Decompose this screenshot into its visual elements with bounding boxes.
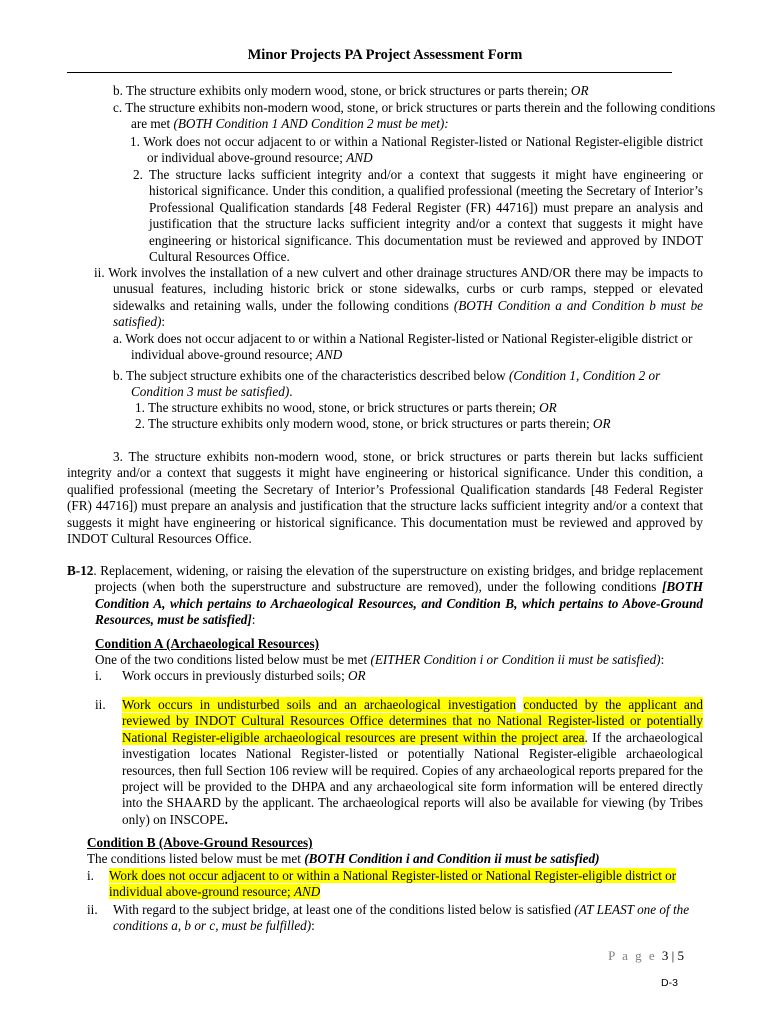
item-c-text: c. The structure exhibits non-modern wood, stone, or brick structures or parts therein and the following conditions are met (BOTH Condition 1 AND Condition 2 must be met): bbox=[113, 100, 716, 132]
paragraph-3: 3. The structure exhibits non-modern wood, stone, or brick structures or parts therein but lacks sufficient integrity and/or a context that suggests it might have engineering or historical significance. Under this condition, a qualified professional (meeting the Secretary of Interior’s Professional Qualification standards [48 Federal Register (FR) 44716]) must prepare an analysis and justification that the structure lacks sufficient integrity and/or a context that suggests it might have engineering or historical significance. This documentation must be reviewed and approved by INDOT Cultural Resources Office. bbox=[67, 449, 703, 547]
condition-b-i: Work does not occur adjacent to or within a National Register-listed or National Register-eligible district or individual above-ground resource; AND bbox=[109, 868, 677, 900]
condition-b-ii-num: ii. bbox=[87, 902, 98, 917]
document-code: D-3 bbox=[661, 977, 678, 989]
condition-a-ii: Work occurs in undisturbed soils and an archaeological investigation conducted by the applicant and reviewed by INDOT Cultural Resources Office determines that no National Register-listed or potentially National Register-eligible archaeological resources are present within the project area. If the archaeological investigation locates National Register-listed or potentially National Register-eligible archaeological resources, then full Section 106 review will be required. Copies of any archaeological reports prepared for the project will be provided to the DHPA and any archaeological site form information will be entered directly into the SHAARD by the applicant. The archaeological reports will also be available for viewing (by Tribes only) on INSCOPE. bbox=[122, 697, 704, 827]
condition-b-ii: With regard to the subject bridge, at least one of the conditions listed below is satisfied (AT LEAST one of the conditions a, b or c, must be fulfilled): bbox=[113, 902, 690, 934]
section-b12: B-12. Replacement, widening, or raising the elevation of the superstructure on existing bridges, and bridge replacement projects (when both the superstructure and substructure are removed), under the following conditions [BOTH Condition A, which pertains to Archaeological Resources, and Condition B, which pertains to Above-Ground Resources, must be satisfied]: bbox=[67, 563, 704, 628]
item-b: b. The structure exhibits only modern wood, stone, or brick structures or parts therein; OR bbox=[113, 83, 589, 98]
item-c-2: 2. The structure lacks sufficient integrity and/or a context that suggests it might have engineering or historical significance. Under this condition, a qualified professional (meeting the Secretary of Interior’s Professional Qualification standards [48 Federal Register (FR) 44716]) must prepare an analysis and justification that the structure lacks sufficient integrity and/or a context that suggests it might have engineering or historical significance. This documentation must be reviewed and approved by INDOT Cultural Resources Office. bbox=[133, 167, 703, 265]
title-rule bbox=[67, 72, 672, 73]
condition-a-ii-num: ii. bbox=[95, 697, 106, 712]
item-ii: ii. Work involves the installation of a new culvert and other drainage structures AND/OR there may be impacts to unusual features, including historic brick or stone sidewalks, curbs or curb ramps, stepped or elevated sidewalks and retaining walls, under the following conditions (BOTH Condition a and Condition b must be satisfied): bbox=[94, 265, 704, 330]
condition-b-heading: Condition B (Above-Ground Resources) bbox=[87, 835, 313, 850]
page-title: Minor Projects PA Project Assessment Form bbox=[247, 47, 523, 63]
item-ii-b: b. The subject structure exhibits one of the characteristics described below (Condition 1, Condition 2 or Condition 3 must be satisfied). bbox=[113, 368, 661, 400]
condition-a-i: Work occurs in previously disturbed soils; OR bbox=[122, 668, 366, 683]
page-number: P a g e 3 | 5 bbox=[608, 948, 684, 963]
item-c-1: 1. Work does not occur adjacent to or within a National Register-listed or National Register-eligible district or individual above-ground resource; AND bbox=[130, 134, 703, 166]
condition-a-heading: Condition A (Archaeological Resources) bbox=[95, 636, 320, 651]
item-ii-a: a. Work does not occur adjacent to or within a National Register-listed or National Register-eligible district or individual above-ground resource; AND bbox=[113, 331, 693, 363]
condition-b-i-num: i. bbox=[87, 868, 94, 883]
item-ii-b-2: 2. The structure exhibits only modern wood, stone, or brick structures or parts therein; OR bbox=[135, 416, 611, 431]
condition-a-i-num: i. bbox=[95, 668, 102, 683]
condition-a-intro: One of the two conditions listed below must be met (EITHER Condition i or Condition ii must be satisfied): bbox=[95, 652, 665, 667]
item-ii-b-1: 1. The structure exhibits no wood, stone, or brick structures or parts therein; OR bbox=[135, 400, 557, 415]
condition-b-intro: The conditions listed below must be met (BOTH Condition i and Condition ii must be satisfied) bbox=[87, 851, 600, 866]
